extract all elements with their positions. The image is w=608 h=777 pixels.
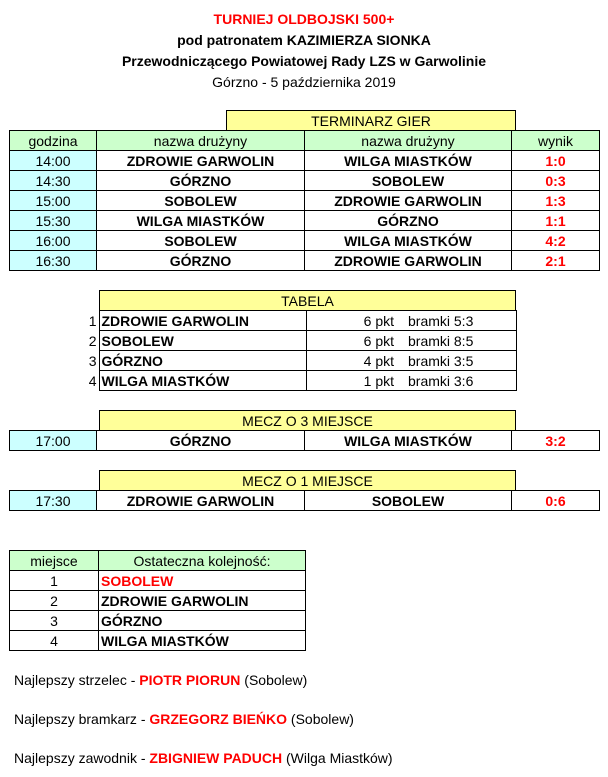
match-team1: WILGA MIASTKÓW [97,211,305,231]
match-team1: GÓRZNO [97,251,305,271]
first-place-title: MECZ O 1 MIEJSCE [100,471,516,491]
col-header-team2: nazwa drużyny [305,131,512,151]
award-club: (Sobolew) [287,711,354,727]
match-team2: GÓRZNO [305,211,512,231]
third-place-title: MECZ O 3 MIEJSCE [100,411,516,431]
table-row [10,151,600,171]
table-row [80,311,516,331]
col-header-score: wynik [512,131,600,151]
match-team1: SOBOLEW [97,191,305,211]
standing-position: 1 [88,312,97,329]
table-row [10,211,600,231]
standing-goals: bramki 3:6 [396,371,516,391]
standing-team: GÓRZNO [99,351,306,371]
award-best-scorer [14,672,307,688]
patron-role-line: Przewodniczącego Powiatowej Rady LZS w Garwolinie [121,53,487,69]
standings-title-table [99,290,516,311]
match-time: 15:30 [10,211,97,231]
standing-points: 1 pkt [306,371,396,391]
match-score: 1:3 [512,191,600,211]
award-best-goalkeeper [14,711,354,727]
standing-points: 4 pkt [306,351,396,371]
table-row [80,331,516,351]
standing-team: ZDROWIE GARWOLIN [99,311,306,331]
first-place-table [9,490,600,511]
standing-goals: bramki 8:5 [396,331,516,351]
standing-goals: bramki 3:5 [396,351,516,371]
match-team1: ZDROWIE GARWOLIN [97,151,305,171]
award-label: Najlepszy zawodnik - [14,750,150,766]
match-score: 3:2 [512,431,600,451]
tournament-title: TURNIEJ OLDBOJSKI 500+ [213,11,395,27]
table-row [10,631,306,651]
schedule-title: TERMINARZ GIER [227,111,516,131]
match-score: 0:6 [512,491,600,511]
award-club: (Sobolew) [240,672,308,688]
award-club: (Wilga Miastków) [282,750,393,766]
third-place-title-table [99,410,516,431]
table-row [10,231,600,251]
final-team: WILGA MIASTKÓW [99,631,306,651]
match-time: 14:00 [10,151,97,171]
place-date-line: Górzno - 5 października 2019 [212,74,396,90]
table-row [80,371,516,391]
table-row [80,351,516,371]
col-header-time: godzina [10,131,97,151]
col-header-place: miejsce [10,551,99,571]
match-team2: SOBOLEW [305,491,512,511]
final-team: GÓRZNO [99,611,306,631]
patron-line: pod patronatem KAZIMIERZA SIONKA [177,32,431,48]
match-team2: WILGA MIASTKÓW [305,231,512,251]
schedule-header-row [10,131,600,151]
standing-points: 6 pkt [306,331,396,351]
match-score: 2:1 [512,251,600,271]
match-team1: SOBOLEW [97,231,305,251]
match-team2: ZDROWIE GARWOLIN [305,251,512,271]
award-name: PIOTR PIORUN [139,672,241,688]
match-team1: GÓRZNO [97,431,305,451]
col-header-team1: nazwa drużyny [97,131,305,151]
standing-team: SOBOLEW [99,331,306,351]
first-place-title-table [99,470,516,491]
match-time: 14:30 [10,171,97,191]
table-row [10,251,600,271]
award-best-player [14,750,393,766]
match-team2: ZDROWIE GARWOLIN [305,191,512,211]
table-row [10,191,600,211]
final-team: ZDROWIE GARWOLIN [99,591,306,611]
match-score: 1:1 [512,211,600,231]
match-team1: ZDROWIE GARWOLIN [97,491,305,511]
match-team2: WILGA MIASTKÓW [305,431,512,451]
standing-position: 2 [88,332,97,349]
table-row [10,171,600,191]
match-time: 17:00 [10,431,97,451]
schedule-title-table [226,110,516,131]
final-header-row [10,551,306,571]
standing-goals: bramki 5:3 [396,311,516,331]
table-row [10,611,306,631]
table-row [10,571,306,591]
table-row [10,431,600,451]
award-name: ZBIGNIEW PADUCH [149,750,283,766]
third-place-table [9,430,600,451]
award-label: Najlepszy bramkarz - [14,711,150,727]
match-time: 17:30 [10,491,97,511]
standings-title: TABELA [100,291,516,311]
match-score: 0:3 [512,171,600,191]
final-place: 3 [10,611,99,631]
match-team1: GÓRZNO [97,171,305,191]
table-row [10,491,600,511]
final-place: 4 [10,631,99,651]
final-ranking-table [9,550,306,651]
match-time: 16:00 [10,231,97,251]
final-place: 2 [10,591,99,611]
award-name: GRZEGORZ BIEŃKO [149,711,288,727]
match-time: 15:00 [10,191,97,211]
standing-position: 4 [88,372,97,389]
standing-position: 3 [88,352,97,369]
match-team2: SOBOLEW [305,171,512,191]
final-place: 1 [10,571,99,591]
table-row [10,591,306,611]
standings-table [80,310,517,391]
standing-team: WILGA MIASTKÓW [99,371,306,391]
award-label: Najlepszy strzelec - [14,672,140,688]
match-team2: WILGA MIASTKÓW [305,151,512,171]
col-header-ranking: Ostateczna kolejność: [99,551,306,571]
schedule-table [9,130,600,271]
final-team: SOBOLEW [99,571,306,591]
match-score: 1:0 [512,151,600,171]
match-score: 4:2 [512,231,600,251]
standing-points: 6 pkt [306,311,396,331]
match-time: 16:30 [10,251,97,271]
